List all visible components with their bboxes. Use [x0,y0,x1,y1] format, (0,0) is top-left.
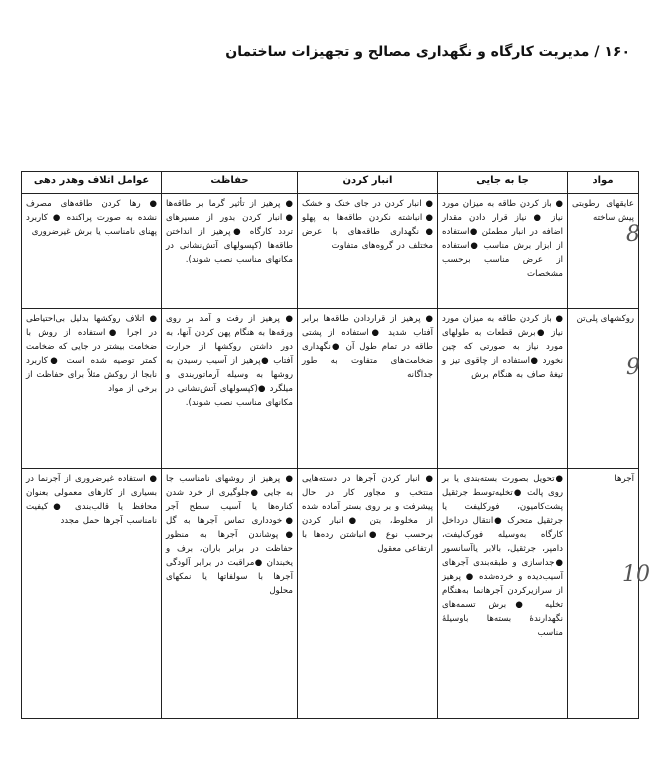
cell-waste: ● رها کردن طاقه‌های مصرف نشده به صورت پراکنده ● کاربرد پهنای نامناسب یا برش غیرضروری [22,194,162,309]
cell-waste: ● استفاده غیرضروری از آجرنما در بسیاری از کارهای معمولی بعنوان محافظ یا قالب‌بندی ●کیفیت نامناسب آجرها حمل مجدد [22,469,162,719]
table-row [22,309,639,469]
cell-material: عایقهای رطوبتی پیش ساخته [568,194,639,309]
cell-handling: ● باز کردن طاقه به میزان مورد نیاز ●برش قطعات به طولهای مورد نیاز به صورتی که چین نخورد ●استفاده از چاقوی تیز و تیغهٔ صاف به هنگام برش [438,309,568,469]
cell-material: روکشهای پلی‌تن [568,309,639,469]
cell-handling: ●تحویل بصورت بسته‌بندی یا بر روی پالت ●تخلیه‌توسط جرثقیل پشت‌کامیون، فورکلیفت یا جرثقیل متحرک ●انتقال درداخل کارگاه به‌وسیله فورک‌لیفت، دامپر، جرثقیل، بالابر یاآسانسور ●جداسازی و طبقه‌بندی آجرهای آسیب‌دیده و خرده‌شده ● پرهیز از سرازیرکردن آجرهانما به‌هنگام تخلیه ●برش تسمه‌های نگهدارندهٔ بسته‌ها باوسیلهٔ مناسب [438,469,568,719]
cell-storage: ● انبار کردن آجرها در دسته‌هایی منتخب و مجاور کار در حال پیشرفت و بر روی بستر آماده شده از مخلوط، بتن ●انبار کردن برحسب نوع ●انباشتن رده‌ها با ارتفاعی معقول [298,469,438,719]
cell-protection: ● پرهیز از رفت و آمد بر روی ورقه‌ها به هنگام پهن کردن آنها، به دور داشتن روکشها از حرارت آفتاب ●پرهیز از آسیب رسیدن به روشها به وسیله آرماتوربندی و میلگرد ●(کپسولهای آتش‌نشانی در مکانهای مناسب نصب شوند). [162,309,298,469]
cell-storage: ● پرهیز از قراردادن طاقه‌ها برابر آفتاب شدید ●استفاده از پشتی طاقه در تمام طول آن ●نگهداری ضخامت‌های متفاوت به طور جداگانه [298,309,438,469]
column-header-storage: انبار کردن [298,172,438,194]
table-header-row [22,172,639,194]
column-header-material: مواد [568,172,639,194]
margin-number-9: 9 [626,355,640,380]
table-row [22,194,639,309]
cell-handling: ● باز کردن طاقه به میزان مورد نیاز ● نیاز قرار دادن مقدار اضافه در انبار مطمئن ●استفاده از ابزار برش مناسب ●استفاده از عرض مناسب برحسب مشخصات [438,194,568,309]
cell-waste: ● اتلاف روکشها بدلیل بی‌احتیاطی در اجرا ●استفاده از روش با ضخامت بیشتر در جایی که ضخامت کمتر توصیه شده است ●کاربرد نابجا از روکش مثلاً برای حفاظت از برخی از مواد [22,309,162,469]
table-row [22,469,639,719]
header-separator: / [594,44,600,60]
cell-protection: ● پرهیز از تأثیر گرما بر طاقه‌ها ●انبار کردن بدور از مسیرهای تردد کارگاه ●پرهیز از انداختن طاقه‌ها (کپسولهای آتش‌نشانی در مکانهای مناسب نصب شوند). [162,194,298,309]
margin-number-8: 8 [626,222,640,247]
column-header-protection: حفاظت [162,172,298,194]
materials-table [21,171,639,719]
cell-material: آجرها [568,469,639,719]
column-header-handling: جا به جایی [438,172,568,194]
margin-number-10: 10 [622,562,650,587]
cell-protection: ● پرهیز از روشهای نامناسب جا به جایی ●جلوگیری از خرد شدن کناره‌ها یا آسیب سطح آجر ●خودداری تماس آجرها به گل ●پوشاندن آجرها به منظور حفاظت در برابر باران، برف و یخبندان ●مراقبت در برابر آلودگی آجرها با سولفاتها یا نمکهای محلول [162,469,298,719]
header-title: مدیریت کارگاه و نگهداری مصالح و تجهیزات ساختمان [225,44,590,60]
cell-storage: ● انبار کردن در جای خنک و خشک ●انباشته نکردن طاقه‌ها به پهلو ●نگهداری طاقه‌های با عرض مختلف در گروه‌های متفاوت [298,194,438,309]
page-header [20,44,630,60]
page-number: ۱۶۰ [604,44,630,60]
column-header-waste: عوامل اتلاف وهدر دهی [22,172,162,194]
